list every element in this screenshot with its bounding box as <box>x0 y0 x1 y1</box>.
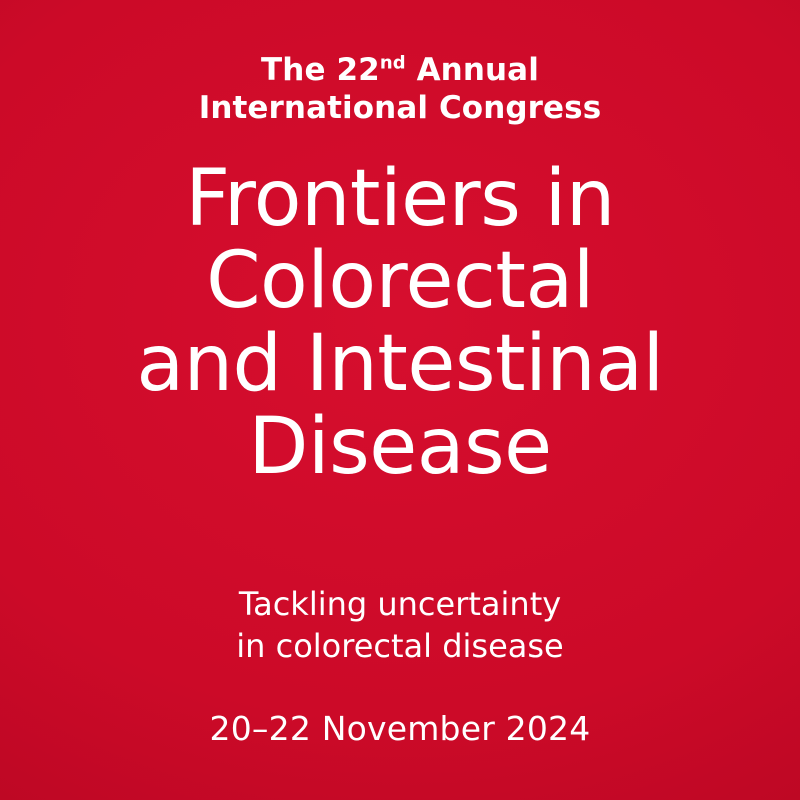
title-line-2: Colorectal <box>206 236 594 327</box>
subtitle-line-2: in colorectal disease <box>236 626 564 665</box>
kicker-prefix: The 22 <box>261 52 380 88</box>
title-line-3: and Intestinal <box>136 318 664 409</box>
kicker-suffix: Annual <box>405 52 539 88</box>
poster-kicker <box>199 52 602 128</box>
title-line-4: Disease <box>248 401 552 492</box>
event-dates: 20–22 November 2024 <box>209 709 591 749</box>
poster-subtitle <box>236 583 563 667</box>
kicker-ordinal-suffix: nd <box>379 52 406 74</box>
title-line-1: Frontiers in <box>185 153 615 244</box>
kicker-line-1 <box>261 52 539 88</box>
subtitle-line-1: Tackling uncertainty <box>238 584 562 623</box>
page-title <box>136 153 664 492</box>
kicker-line-2: International Congress <box>198 89 602 126</box>
